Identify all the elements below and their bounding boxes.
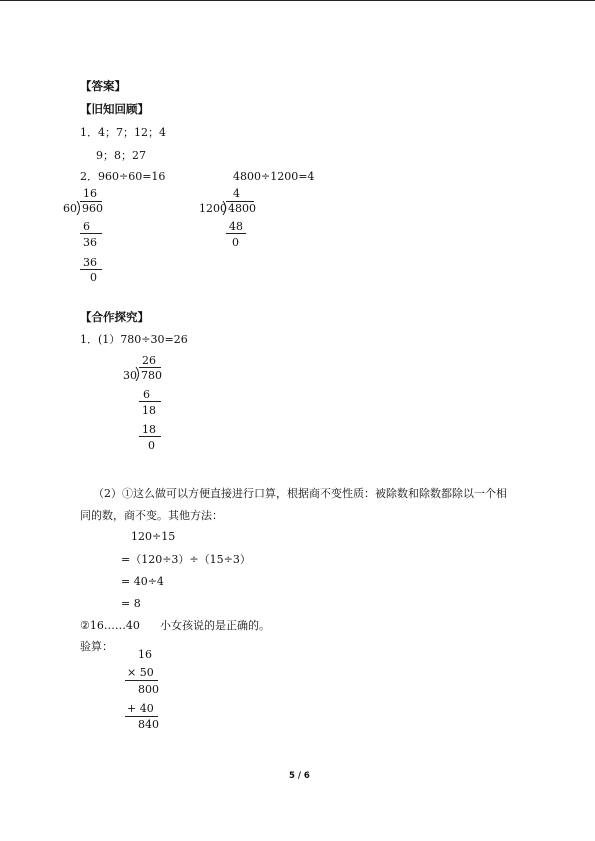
check-addend: + 40 bbox=[127, 702, 154, 715]
calc-step-2: =（120÷3）÷（15÷3） bbox=[121, 553, 251, 566]
div-c-remainder-2: 0 bbox=[148, 439, 155, 452]
check-label: 验算： bbox=[80, 640, 113, 653]
calc-step-1: 120÷15 bbox=[131, 530, 176, 543]
div-c-line-1 bbox=[139, 401, 161, 402]
page-number: 5 / 6 bbox=[289, 771, 310, 781]
coop-q2b-result: ②16……40 bbox=[80, 619, 140, 632]
div-b-dividend: 4800 bbox=[228, 202, 256, 215]
coop-q1-equation: 1．(1）780÷30=26 bbox=[80, 333, 188, 346]
div-b-line-1 bbox=[226, 233, 246, 234]
review-heading: 【旧知回顾】 bbox=[80, 102, 149, 116]
check-multiplicand: 16 bbox=[138, 648, 152, 661]
div-a-subtract-1: 6 bbox=[83, 220, 90, 233]
div-c-dividend: 780 bbox=[141, 369, 162, 382]
check-line-1 bbox=[125, 680, 158, 681]
check-multiplier: × 50 bbox=[127, 666, 154, 679]
answer-heading: 【答案】 bbox=[80, 79, 126, 93]
check-product: 800 bbox=[138, 683, 159, 696]
review-q2-equation-a: 2．960÷60=16 bbox=[80, 170, 166, 183]
div-c-subtract-2: 18 bbox=[142, 423, 156, 436]
div-a-subtract-2: 36 bbox=[83, 256, 97, 269]
coop-q2-line2: 同的数，商不变。其他方法： bbox=[80, 509, 223, 522]
review-q1-line2: 9；8；27 bbox=[96, 149, 146, 162]
div-a-dividend: 960 bbox=[82, 202, 103, 215]
check-sum: 840 bbox=[138, 718, 159, 731]
page-top-border bbox=[0, 0, 595, 1]
calc-step-4: = 8 bbox=[121, 597, 141, 610]
review-q1-line1: 1．4；7；12；4 bbox=[80, 126, 166, 139]
div-a-divisor: 60 bbox=[63, 202, 77, 215]
coop-q2b-note: 小女孩说的是正确的。 bbox=[160, 619, 270, 632]
div-a-line-1 bbox=[80, 233, 102, 234]
div-c-subtract-1: 6 bbox=[143, 388, 150, 401]
div-c-line-2 bbox=[139, 436, 161, 437]
div-b-subtract-1: 48 bbox=[229, 220, 243, 233]
div-a-quotient: 16 bbox=[83, 187, 97, 200]
check-line-2 bbox=[125, 716, 158, 717]
div-b-quotient: 4 bbox=[233, 187, 240, 200]
div-a-remainder-1: 36 bbox=[83, 236, 97, 249]
div-c-divisor: 30 bbox=[123, 369, 137, 382]
div-a-remainder-2: 0 bbox=[90, 271, 97, 284]
div-b-divisor: 1200 bbox=[199, 202, 227, 215]
div-a-line-2 bbox=[80, 269, 102, 270]
div-c-bracket-top bbox=[139, 367, 161, 368]
div-b-remainder-1: 0 bbox=[232, 236, 239, 249]
calc-step-3: = 40÷4 bbox=[121, 575, 164, 588]
div-c-remainder-1: 18 bbox=[142, 404, 156, 417]
coop-q2-line1: （2）①这么做可以方便直接进行口算，根据商不变性质：被除数和除数都除以一个相 bbox=[93, 487, 507, 500]
review-q2-equation-b: 4800÷1200=4 bbox=[233, 170, 315, 183]
div-c-quotient: 26 bbox=[142, 354, 156, 367]
coop-heading: 【合作探究】 bbox=[80, 310, 149, 324]
